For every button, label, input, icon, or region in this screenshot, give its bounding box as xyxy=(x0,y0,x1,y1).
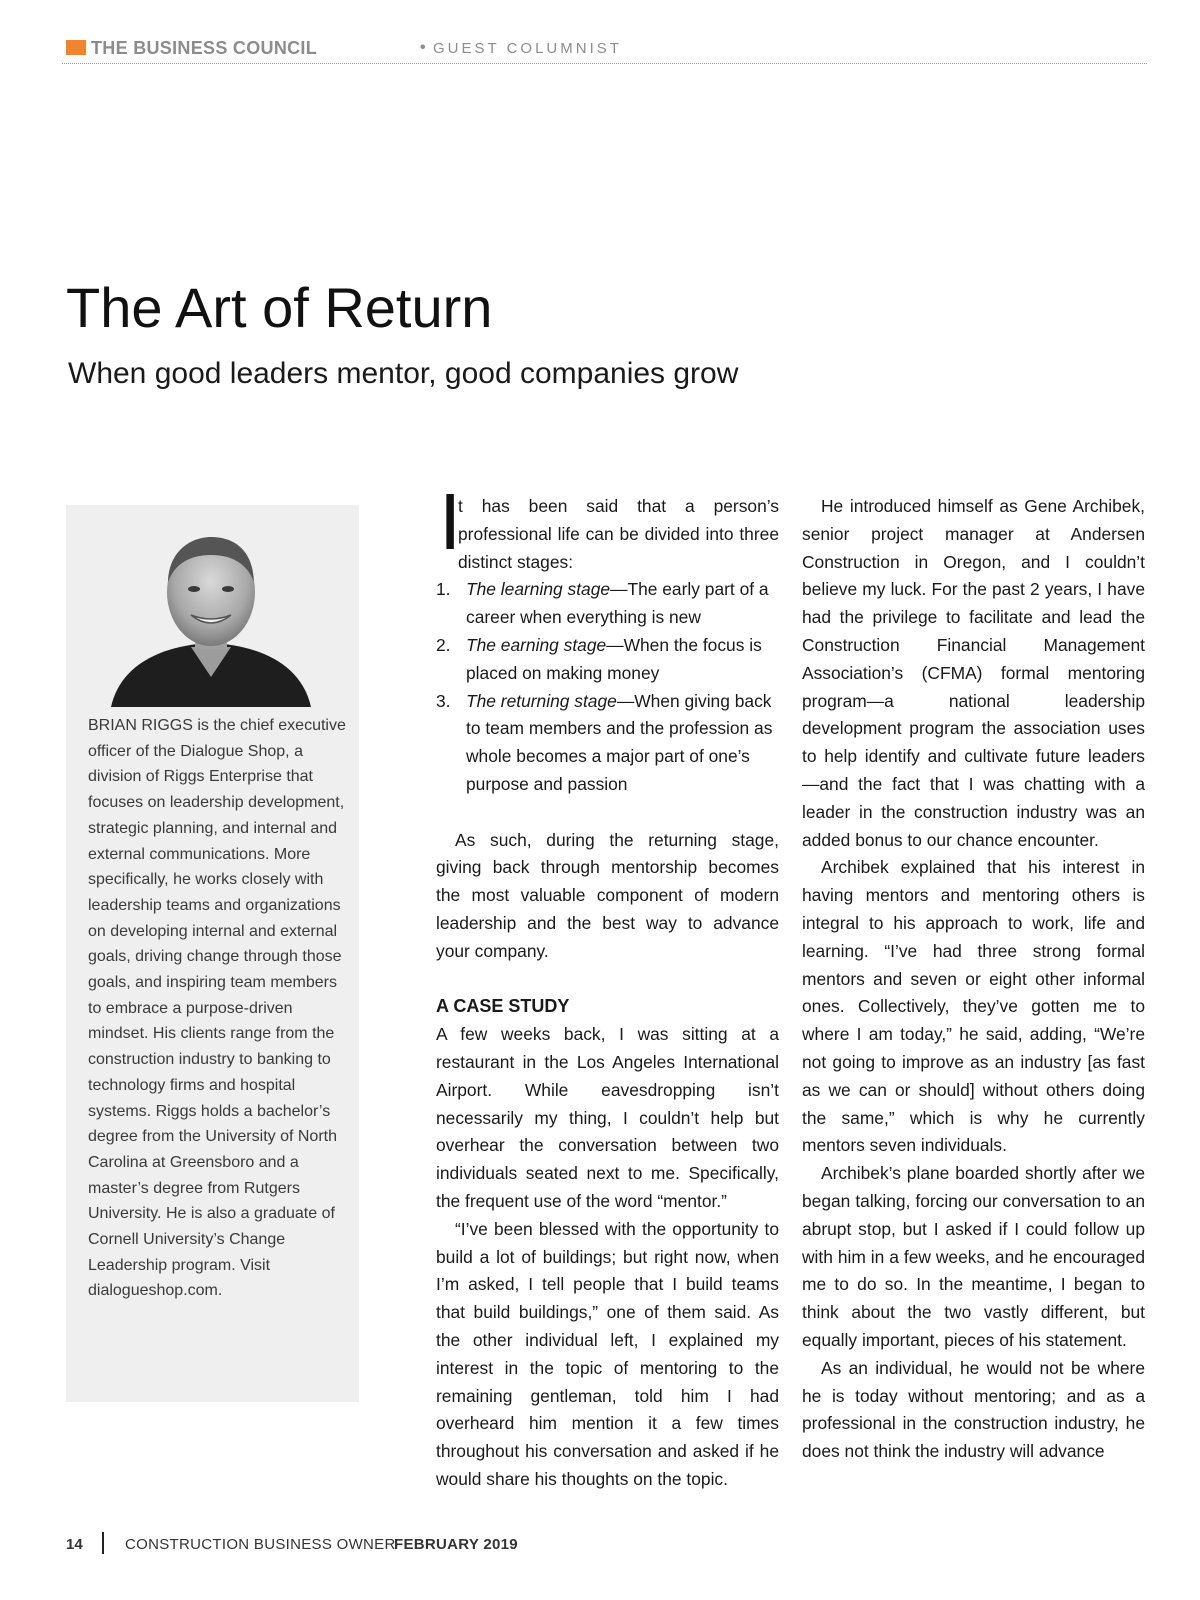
body-paragraph: As such, during the returning stage, giving back through mentorship becomes the most valuable component of modern leadership and the best way to advance your company. xyxy=(436,829,779,961)
list-item: 2. The earning stage—When the focus is placed on making money xyxy=(436,634,762,683)
magazine-name: CONSTRUCTION BUSINESS OWNER xyxy=(125,1536,396,1553)
article-column-2 xyxy=(802,493,1145,1466)
intro-text: t has been said that a person’s professional life can be divided into three distinct stages: xyxy=(458,496,779,572)
author-bio: BRIAN RIGGS is the chief executive officer of the Dialogue Shop, a division of Riggs Enterprise that focuses on leadership development, strategic planning, and internal and external communications. More specifically, he works closely with leadership teams and organizations on developing internal and external goals, driving change through those goals, and inspiring team members to embrace a purpose-driven mindset. His clients range from the construction industry to banking to technology firms and hospital systems. Riggs holds a bachelor’s degree from the University of North Carolina at Greensboro and a master’s degree from Rutgers University. He is also a graduate of Cornell University’s Change Leadership program. Visit dialogueshop.com. xyxy=(88,717,346,1300)
body-paragraph: “I’ve been blessed with the opportunity to build a lot of buildings; but right now, when I’m asked, I tell people that I build teams that build buildings,” one of them said. As the other individual left, I explained my interest in the topic of mentoring to the remaining gentleman, told him I had overheard him mention it a few times throughout his conversation and asked if he would share his thoughts on the topic. xyxy=(436,1218,779,1489)
case-study-heading: A CASE STUDY xyxy=(436,996,570,1017)
header-divider xyxy=(62,63,1147,64)
stage-name: The returning stage xyxy=(466,690,617,711)
issue-date: FEBRUARY 2019 xyxy=(394,1536,518,1553)
article-column-1 xyxy=(436,477,779,1494)
body-paragraph: Archibek explained that his interest in having mentors and mentoring others is integral to his approach to work, life and learning. “I’ve had three strong formal mentors and seven or eight other informal ones. Collectively, they’ve gotten me to where I am today,” he said, adding, “We’re not going to improve as an industry [as fast as we can or should] without others doing the same,” which is why he currently mentors seven individuals. xyxy=(802,857,1145,1156)
section-label: THE BUSINESS COUNCIL xyxy=(91,38,318,58)
section-header xyxy=(66,38,1146,64)
drop-cap: I xyxy=(439,477,462,566)
stage-description: —The early part of a career when everything is new xyxy=(466,579,769,628)
stage-name: The learning stage xyxy=(466,579,611,600)
body-paragraph: He introduced himself as Gene Archibek, senior project manager at Andersen Construction in Oregon, and I couldn’t believe my luck. For the past 2 years, I have had the privilege to facilitate and lead the Construction Financial Management Association’s (CFMA) formal mentoring program—a national leadership development program the association uses to help identify and cultivate future leaders—and the fact that I was chatting with a leader in the construction industry was an added bonus to our chance encounter. xyxy=(802,496,1145,850)
list-item: 1. The learning stage—The early part of a career when everything is new xyxy=(436,579,769,628)
body-paragraph: As an individual, he would not be where he is today without mentoring; and as a professional in the construction industry, he does not think the industry will advance xyxy=(802,1357,1145,1462)
stage-description: —When the focus is placed on making money xyxy=(466,634,762,683)
intro-paragraph xyxy=(436,477,779,576)
subsection-label: GUEST COLUMNIST xyxy=(433,40,622,57)
body-paragraph: A few weeks back, I was sitting at a restaurant in the Los Angeles International Airport. While eavesdropping isn’t necessarily my thing, I couldn’t help but overhear the conversation between two individuals seated next to me. Specifically, the frequent use of the word “mentor.” xyxy=(436,1024,779,1211)
article-subtitle: When good leaders mentor, good companies grow xyxy=(68,357,739,390)
orange-square-icon xyxy=(66,40,86,55)
list-item: 3. The returning stage—When giving back to team members and the profession as whole becomes a major part of one’s purpose and passion xyxy=(436,690,773,794)
career-stages-list xyxy=(436,576,779,798)
body-paragraph: Archibek’s plane boarded shortly after we began talking, forcing our conversation to an abrupt stop, but I asked if I could follow up with him in a few weeks, and he encouraged me to do so. In the meantime, I began to think about the two vastly different, but equally important, pieces of his statement. xyxy=(802,1163,1145,1350)
stage-description: —When giving back to team members and the profession as whole becomes a major part of one’s purpose and passion xyxy=(466,690,773,794)
stage-name: The earning stage xyxy=(466,634,607,655)
author-photo xyxy=(111,527,311,707)
page-number: 14 xyxy=(66,1536,83,1553)
article-title: The Art of Return xyxy=(66,276,493,339)
header-separator: • xyxy=(420,39,426,56)
author-sidebar xyxy=(66,505,359,1402)
footer-divider xyxy=(102,1532,104,1554)
